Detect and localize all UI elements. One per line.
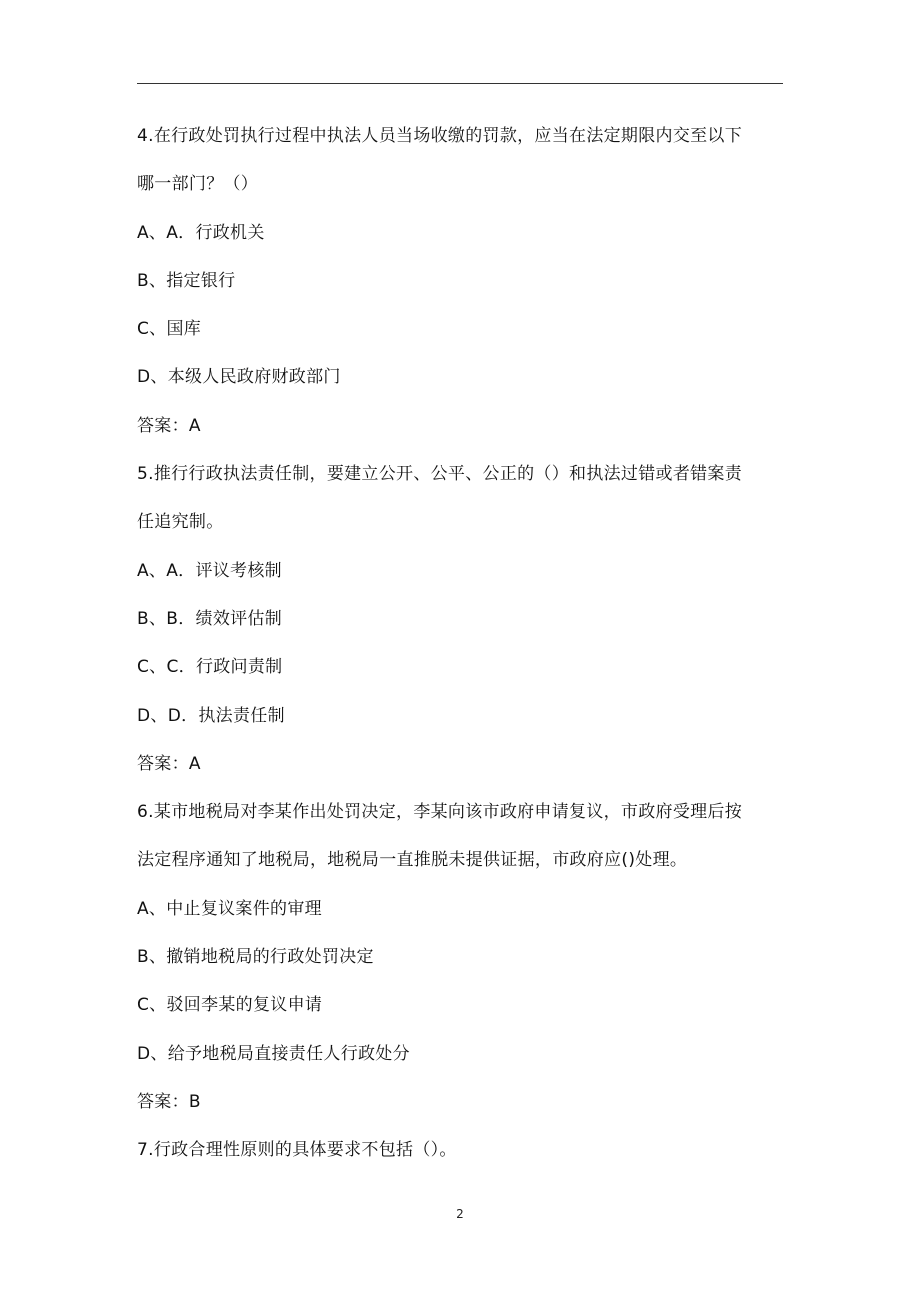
question-6-stem-line-1: 6.某市地税局对李某作出处罚决定，李某向该市政府申请复议，市政府受理后按	[137, 802, 743, 823]
document-body	[137, 112, 787, 1175]
question-5-stem-line-2: 任追究制。	[137, 512, 224, 533]
question-4-option-d: D、本级人民政府财政部门	[137, 367, 341, 388]
question-4-option-a: A、A．行政机关	[137, 222, 265, 243]
page-number: 2	[456, 1207, 464, 1221]
question-4-option-c: C、国库	[137, 319, 202, 340]
header-rule	[137, 83, 783, 84]
question-4-stem-line-1: 4.在行政处罚执行过程中执法人员当场收缴的罚款，应当在法定期限内交至以下	[137, 126, 743, 146]
question-5-answer: 答案：A	[137, 753, 201, 774]
question-6-option-d: D、给予地税局直接责任人行政处分	[137, 1043, 410, 1064]
question-6-stem-line-2: 法定程序通知了地税局，地税局一直推脱未提供证据，市政府应()处理。	[137, 850, 688, 871]
question-4-option-b: B、指定银行	[137, 270, 236, 291]
question-5-stem-line-1: 5.推行行政执法责任制，要建立公开、公平、公正的（）和执法过错或者错案责	[137, 464, 743, 485]
question-6-answer: 答案：B	[137, 1091, 201, 1112]
question-5-option-d: D、D．执法责任制	[137, 705, 285, 726]
question-5-option-a: A、A．评议考核制	[137, 560, 282, 581]
question-7-stem-line-1: 7.行政合理性原则的具体要求不包括（）。	[137, 1140, 457, 1161]
question-6-option-b: B、撤销地税局的行政处罚决定	[137, 947, 374, 968]
question-5-option-b: B、B．绩效评估制	[137, 608, 283, 629]
question-4-stem-line-2: 哪一部门？（）	[137, 174, 259, 195]
question-6-option-c: C、驳回李某的复议申请	[137, 995, 323, 1016]
question-6-option-a: A、中止复议案件的审理	[137, 898, 322, 919]
question-4-answer: 答案：A	[137, 415, 201, 436]
question-5-option-c: C、C．行政问责制	[137, 657, 283, 678]
